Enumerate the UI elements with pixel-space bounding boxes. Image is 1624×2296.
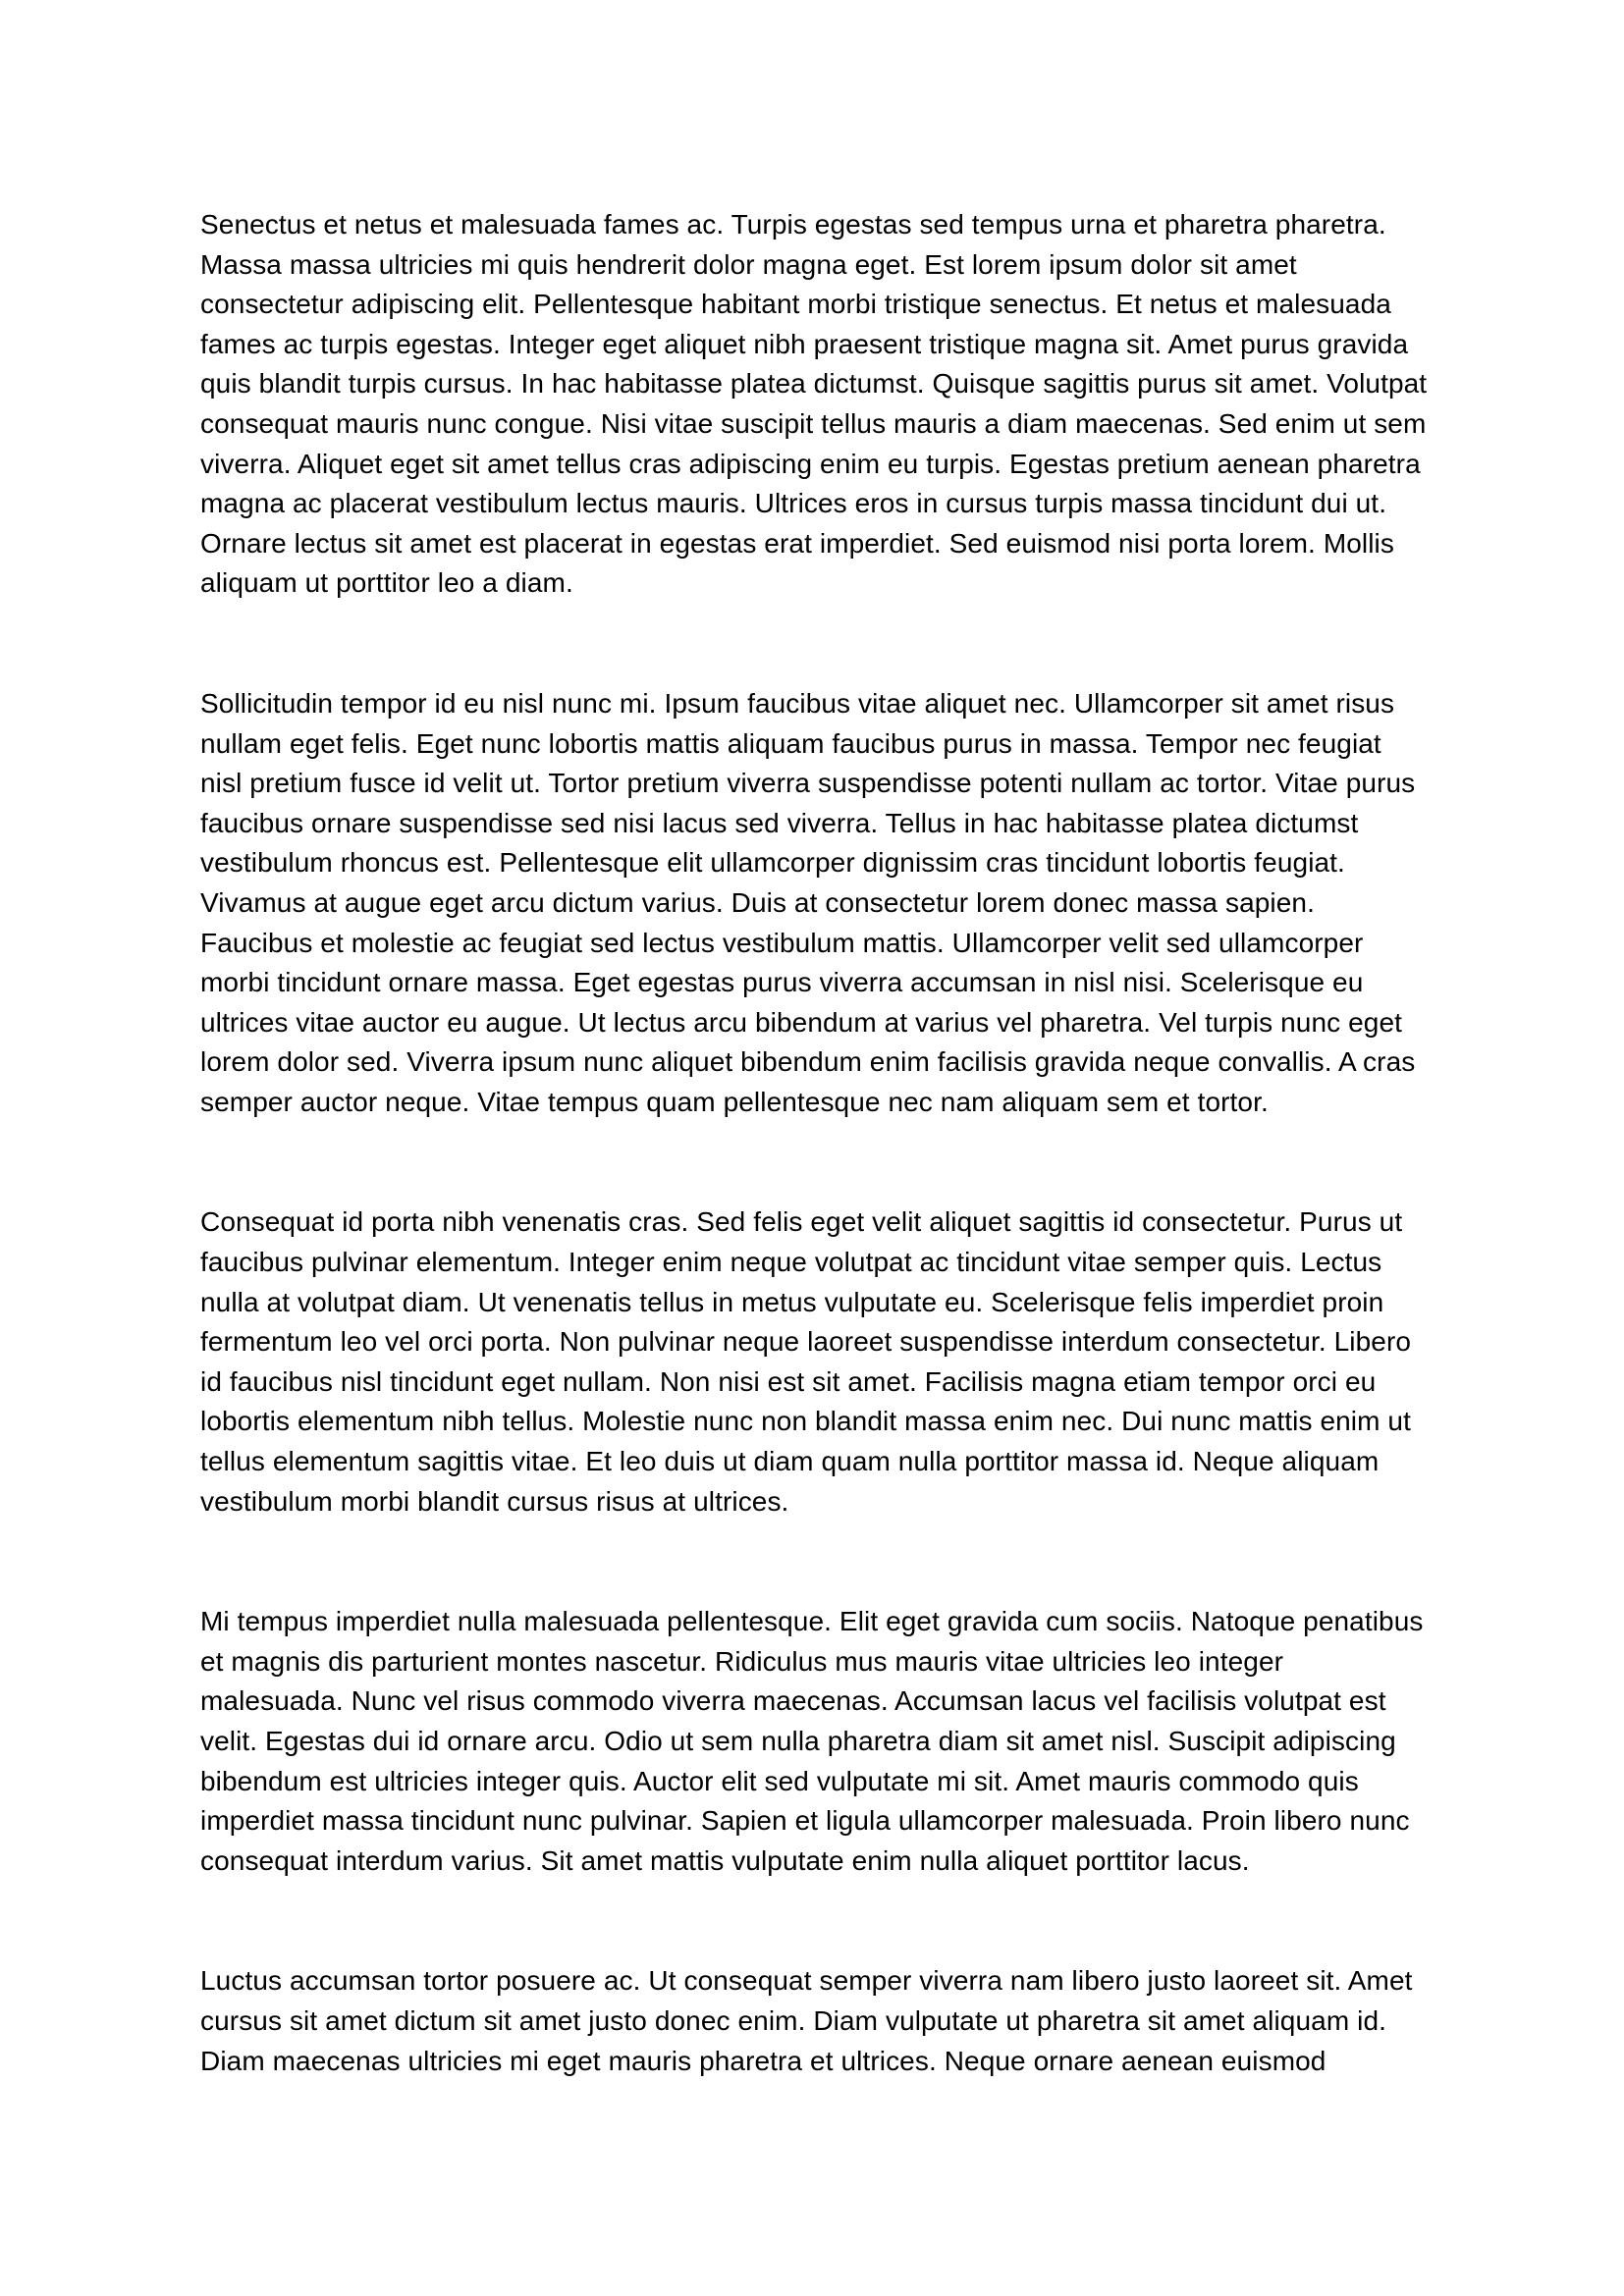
paragraph-3: Consequat id porta nibh venenatis cras. Sed felis eget velit aliquet sagittis id consectetur. Purus ut faucibus pulvinar elementum. Integer enim neque volutpat ac tincidunt vitae semper quis. Lectus nulla at volutpat diam. Ut venenatis tellus in metus vulputate eu. Scelerisque felis imperdiet proin fermentum leo vel orci porta. Non pulvinar neque laoreet suspendisse interdum consectetur. Libero id faucibus nisl tincidunt eget nullam. Non nisi est sit amet. Facilisis magna etiam tempor orci eu lobortis elementum nibh tellus. Molestie nunc non blandit massa enim nec. Dui nunc mattis enim ut tellus elementum sagittis vitae. Et leo duis ut diam quam nulla porttitor massa id. Neque aliquam vestibulum morbi blandit cursus risus at ultrices. xyxy=(200,1206,1412,1517)
paragraph-2: Sollicitudin tempor id eu nisl nunc mi. Ipsum faucibus vitae aliquet nec. Ullamcorper sit amet risus nullam eget felis. Eget nunc lobortis mattis aliquam faucibus purus in massa. Tempor nec feugiat nisl pretium fusce id velit ut. Tortor pretium viverra suspendisse potenti nullam ac tortor. Vitae purus faucibus ornare suspendisse sed nisi lacus sed viverra. Tellus in hac habitasse platea dictumst vestibulum rhoncus est. Pellentesque elit ullamcorper dignissim cras tincidunt lobortis feugiat. Vivamus at augue eget arcu dictum varius. Duis at consectetur lorem donec massa sapien. Faucibus et molestie ac feugiat sed lectus vestibulum mattis. Ullamcorper velit sed ullamcorper morbi tincidunt ornare massa. Eget egestas purus viverra accumsan in nisl nisi. Scelerisque eu ultrices vitae auctor eu augue. Ut lectus arcu bibendum at varius vel pharetra. Vel turpis nunc eget lorem dolor sed. Viverra ipsum nunc aliquet bibendum enim facilisis gravida neque convallis. A cras semper auctor neque. Vitae tempus quam pellentesque nec nam aliquam sem et tortor. xyxy=(200,687,1416,1117)
paragraph-1: Senectus et netus et malesuada fames ac. Turpis egestas sed tempus urna et pharetra pharetra. Massa massa ultricies mi quis hendrerit dolor magna eget. Est lorem ipsum dolor sit amet consectetur adipiscing elit. Pellentesque habitant morbi tristique senectus. Et netus et malesuada fames ac turpis egestas. Integer eget aliquet nibh praesent tristique magna sit. Amet purus gravida quis blandit turpis cursus. In hac habitasse platea dictumst. Quisque sagittis purus sit amet. Volutpat consequat mauris nunc congue. Nisi vitae suscipit tellus mauris a diam maecenas. Sed enim ut sem viverra. Aliquet eget sit amet tellus cras adipiscing enim eu turpis. Egestas pretium aenean pharetra magna ac placerat vestibulum lectus mauris. Ultrices eros in cursus turpis massa tincidunt dui ut. Ornare lectus sit amet est placerat in egestas erat imperdiet. Sed euismod nisi porta lorem. Mollis aliquam ut porttitor leo a diam. xyxy=(200,209,1428,599)
paragraph-4: Mi tempus imperdiet nulla malesuada pellentesque. Elit eget gravida cum sociis. Natoque penatibus et magnis dis parturient montes nascetur. Ridiculus mus mauris vitae ultricies leo integer malesuada. Nunc vel risus commodo viverra maecenas. Accumsan lacus vel facilisis volutpat est velit. Egestas dui id ornare arcu. Odio ut sem nulla pharetra diam sit amet nisl. Suscipit adipiscing bibendum est ultricies integer quis. Auctor elit sed vulputate mi sit. Amet mauris commodo quis imperdiet massa tincidunt nunc pulvinar. Sapien et ligula ullamcorper malesuada. Proin libero nunc consequat interdum varius. Sit amet mattis vulputate enim nulla aliquet porttitor lacus. xyxy=(200,1606,1424,1876)
paragraph-5: Luctus accumsan tortor posuere ac. Ut consequat semper viverra nam libero justo laoreet sit. Amet cursus sit amet dictum sit amet justo donec enim. Diam vulputate ut pharetra sit amet aliquam id. Diam maecenas ultricies mi eget mauris pharetra et ultrices. Neque ornare aenean euismod xyxy=(200,1965,1413,2076)
